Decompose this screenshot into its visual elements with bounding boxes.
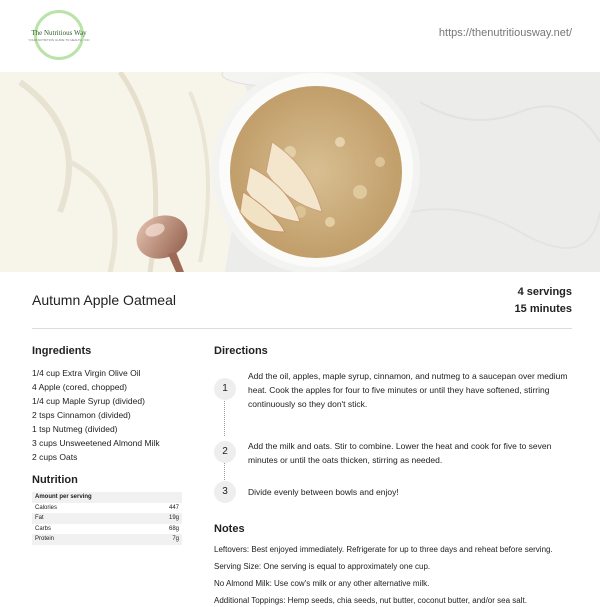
nutrition-label: Fat (35, 515, 44, 521)
logo-title: The Nutritious Way (31, 28, 87, 37)
direction-step (214, 439, 574, 481)
note-item: Additional Toppings: Hemp seeds, chia seeds, nut butter, coconut butter, and/or sea salt. (214, 596, 527, 605)
left-column (32, 345, 182, 545)
ingredients-heading: Ingredients (32, 345, 92, 357)
logo-tagline: YOUR NUTRITION GUIDE TO HEALTH · INC (28, 37, 90, 42)
direction-step (214, 369, 574, 439)
hero-image (0, 72, 600, 272)
ingredient-item: 1/4 cup Maple Syrup (divided) (32, 396, 145, 406)
step-text: Divide evenly between bowls and enjoy! (248, 487, 399, 497)
notes-heading: Notes (214, 523, 245, 535)
nutrition-header-label: Amount per serving (35, 494, 92, 500)
servings: 4 servings (517, 286, 572, 298)
nutrition-label: Carbs (35, 525, 52, 532)
ingredient-item: 2 cups Oats (32, 452, 78, 462)
nutrition-row (32, 534, 182, 545)
step-number: 3 (214, 481, 236, 503)
nutrition-value: 68g (168, 525, 179, 532)
nutrition-heading: Nutrition (32, 474, 78, 486)
direction-step (214, 481, 574, 509)
nutrition-row (32, 524, 182, 535)
recipe-meta (515, 284, 572, 318)
header (0, 0, 600, 72)
step-text: Add the oil, apples, maple syrup, cinnamon, and nutmeg to a saucepan over medium heat. Cook the apples for four to five minutes or until they have softened, stirring continuously so they don't stick. (248, 371, 568, 409)
nutrition-label: Calories (35, 504, 58, 511)
nutrition-value: 447 (168, 504, 179, 511)
nutrition-row (32, 513, 182, 524)
note-item: Leftovers: Best enjoyed immediately. Refrigerate for up to three days and reheat before serving. (214, 545, 553, 554)
notes-section (214, 523, 574, 607)
nutrition-row (32, 503, 182, 514)
nutrition-value: 7g (172, 536, 179, 542)
right-column (214, 345, 574, 607)
step-number: 1 (214, 378, 236, 400)
directions-steps (214, 369, 574, 509)
step-number: 2 (214, 441, 236, 463)
nutrition-label: Protein (35, 536, 55, 542)
ingredients-list (32, 366, 182, 464)
directions-heading: Directions (214, 345, 268, 357)
ingredient-item: 4 Apple (cored, chopped) (32, 382, 127, 392)
note-item: No Almond Milk: Use cow's milk or any other alternative milk. (214, 579, 430, 588)
ingredient-item: 3 cups Unsweetened Almond Milk (32, 438, 160, 448)
step-text: Add the milk and oats. Stir to combine. Lower the heat and cook for five to seven minutes or until the oats thicken, stirring as needed. (248, 441, 552, 465)
recipe-title: Autumn Apple Oatmeal (32, 292, 176, 308)
nutrition-table (32, 492, 182, 545)
notes-list (214, 543, 574, 607)
ingredient-item: 1 tsp Nutmeg (divided) (32, 424, 118, 434)
oatmeal-photo (0, 72, 600, 272)
note-item: Serving Size: One serving is equal to approximately one cup. (214, 562, 431, 571)
ingredient-item: 1/4 cup Extra Virgin Olive Oil (32, 368, 141, 378)
site-logo[interactable] (28, 10, 90, 60)
recipe-header (32, 282, 572, 329)
nutrition-value: 19g (168, 515, 179, 521)
total-time: 15 minutes (514, 303, 572, 315)
site-url-link[interactable]: https://thenutritiousway.net/ (438, 27, 572, 39)
ingredient-item: 2 tsps Cinnamon (divided) (32, 410, 131, 420)
nutrition-header-row (32, 492, 182, 503)
